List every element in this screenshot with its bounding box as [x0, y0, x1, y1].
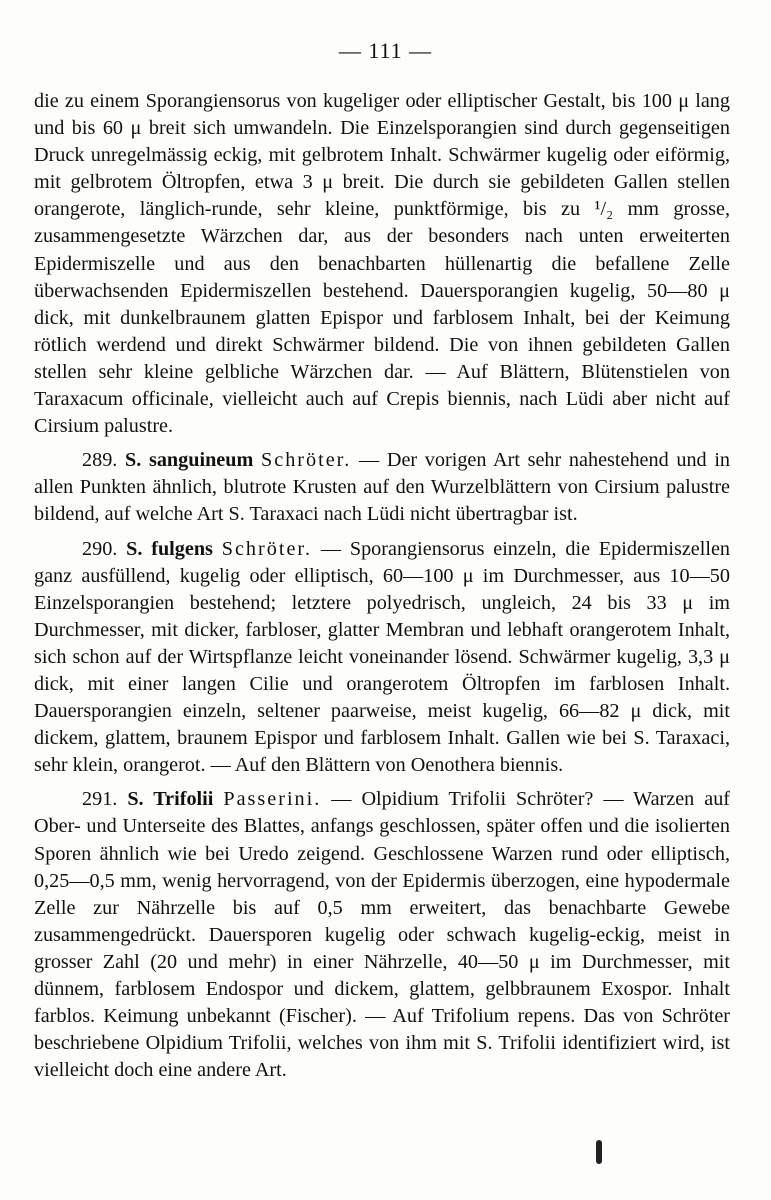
entry-number: 291.: [82, 788, 118, 811]
species-author: Passerini.: [223, 788, 322, 811]
species-name: S. Trifolii: [127, 788, 214, 811]
entry-text: — Olpidium Trifolii Schröter? — Warzen auf Ober- und Unterseite des Blattes, anfangs geschlossen, später offen und die isolierten Sporen ähnlich wie bei Uredo zeigend. Geschlossene Warzen rund oder elliptisch, 0,25—0,5 mm, wenig hervorragend, von der Epidermis überzogen, eine hypodermale Zelle zur Nährzelle bis auf 0,5 mm erweitert, das benachbarte Gewebe zusammengedrückt. Dauersporen kugelig oder schwach kugelig-eckig, meist in grosser Zahl (20 und mehr) in einer Nährzelle, 40—50 μ im Durchmesser, mit dünnem, farblosem Endospor und dickem, glattem, gelbbraunem Exospor. Inhalt farblos. Keimung unbekannt (Fischer). — Auf Trifolium repens. Das von Schröter beschriebene Olpidium Trifolii, welches von ihm mit S. Trifolii identifiziert wird, ist vielleicht doch eine andere Art.: [34, 788, 731, 1082]
species-name: S. sanguineum: [125, 449, 254, 472]
species-author: Schröter.: [261, 449, 352, 472]
species-entry-291: [34, 786, 730, 1084]
species-author: Schröter.: [221, 537, 313, 560]
intro-paragraph: die zu einem Sporangiensorus von kugeliger oder elliptischer Gestalt, bis 100 μ lang und bis 60 μ breit sich umwandeln. Die Einzelsporangien sind durch gegenseitigen Druck unregelmässig eckig, mit gelbrotem Inhalt. Schwärmer kugelig oder eiförmig, mit gelbrotem Öltropfen, etwa 3 μ breit. Die durch sie gebildeten Gallen stellen orangerote, länglich-runde, sehr kleine, punktförmige, bis zu ¹/₂ mm grosse, zusammengesetzte Wärzchen dar, aus der besonders nach unten erweiterten Epidermiszelle und aus den benachbarten hüllenartig die befallene Zelle überwachsenden Epidermiszellen bestehend. Dauersporangien kugelig, 50—80 μ dick, mit dunkelbraunem glatten Epispor und farblosem Inhalt, bei der Keimung rötlich werdend und direkt Schwärmer bildend. Die von ihnen gebildeten Gallen stellen sehr kleine gelbliche Wärzchen dar. — Auf Blättern, Blütenstielen von Taraxacum officinale, vielleicht auch auf Crepis biennis, nach Lüdi aber nicht auf Cirsium palustre.: [34, 90, 730, 438]
species-entry-289: [34, 447, 730, 528]
body-text: [34, 88, 730, 1091]
entry-text: — Der vorigen Art sehr nahestehend und in allen Punkten ähnlich, blutrote Krusten auf den Wurzelblättern von Cirsium palustre bildend, auf welche Art S. Taraxaci nach Lüdi nicht übertragbar ist.: [34, 449, 731, 526]
entry-number: 290.: [82, 537, 118, 560]
species-name: S. fulgens: [126, 537, 213, 560]
ink-mark: [596, 1140, 602, 1164]
species-entry-290: [34, 536, 730, 780]
entry-text: — Sporangiensorus einzeln, die Epidermiszellen ganz ausfüllend, kugelig oder elliptisch, 60—100 μ im Durchmesser, aus 10—50 Einzelsporangien bestehend; letztere polyedrisch, ungleich, 24 bis 33 μ im Durchmesser, mit dicker, farbloser, glatter Membran und lebhaft orangerotem Inhalt, sich schon auf der Wirtspflanze leicht voneinander lösend. Schwärmer kugelig, 3,3 μ dick, mit einer langen Cilie und orangerotem Öltropfen im farblosen Inhalt. Dauersporangien einzeln, seltener paarweise, meist kugelig, 66—82 μ dick, mit dickem, glattem, braunem Epispor und farblosem Inhalt. Gallen wie bei S. Taraxaci, sehr klein, orangerot. — Auf den Blättern von Oenothera biennis.: [34, 537, 731, 777]
entry-number: 289.: [82, 449, 118, 472]
page-number-header: — 111 —: [338, 38, 433, 63]
